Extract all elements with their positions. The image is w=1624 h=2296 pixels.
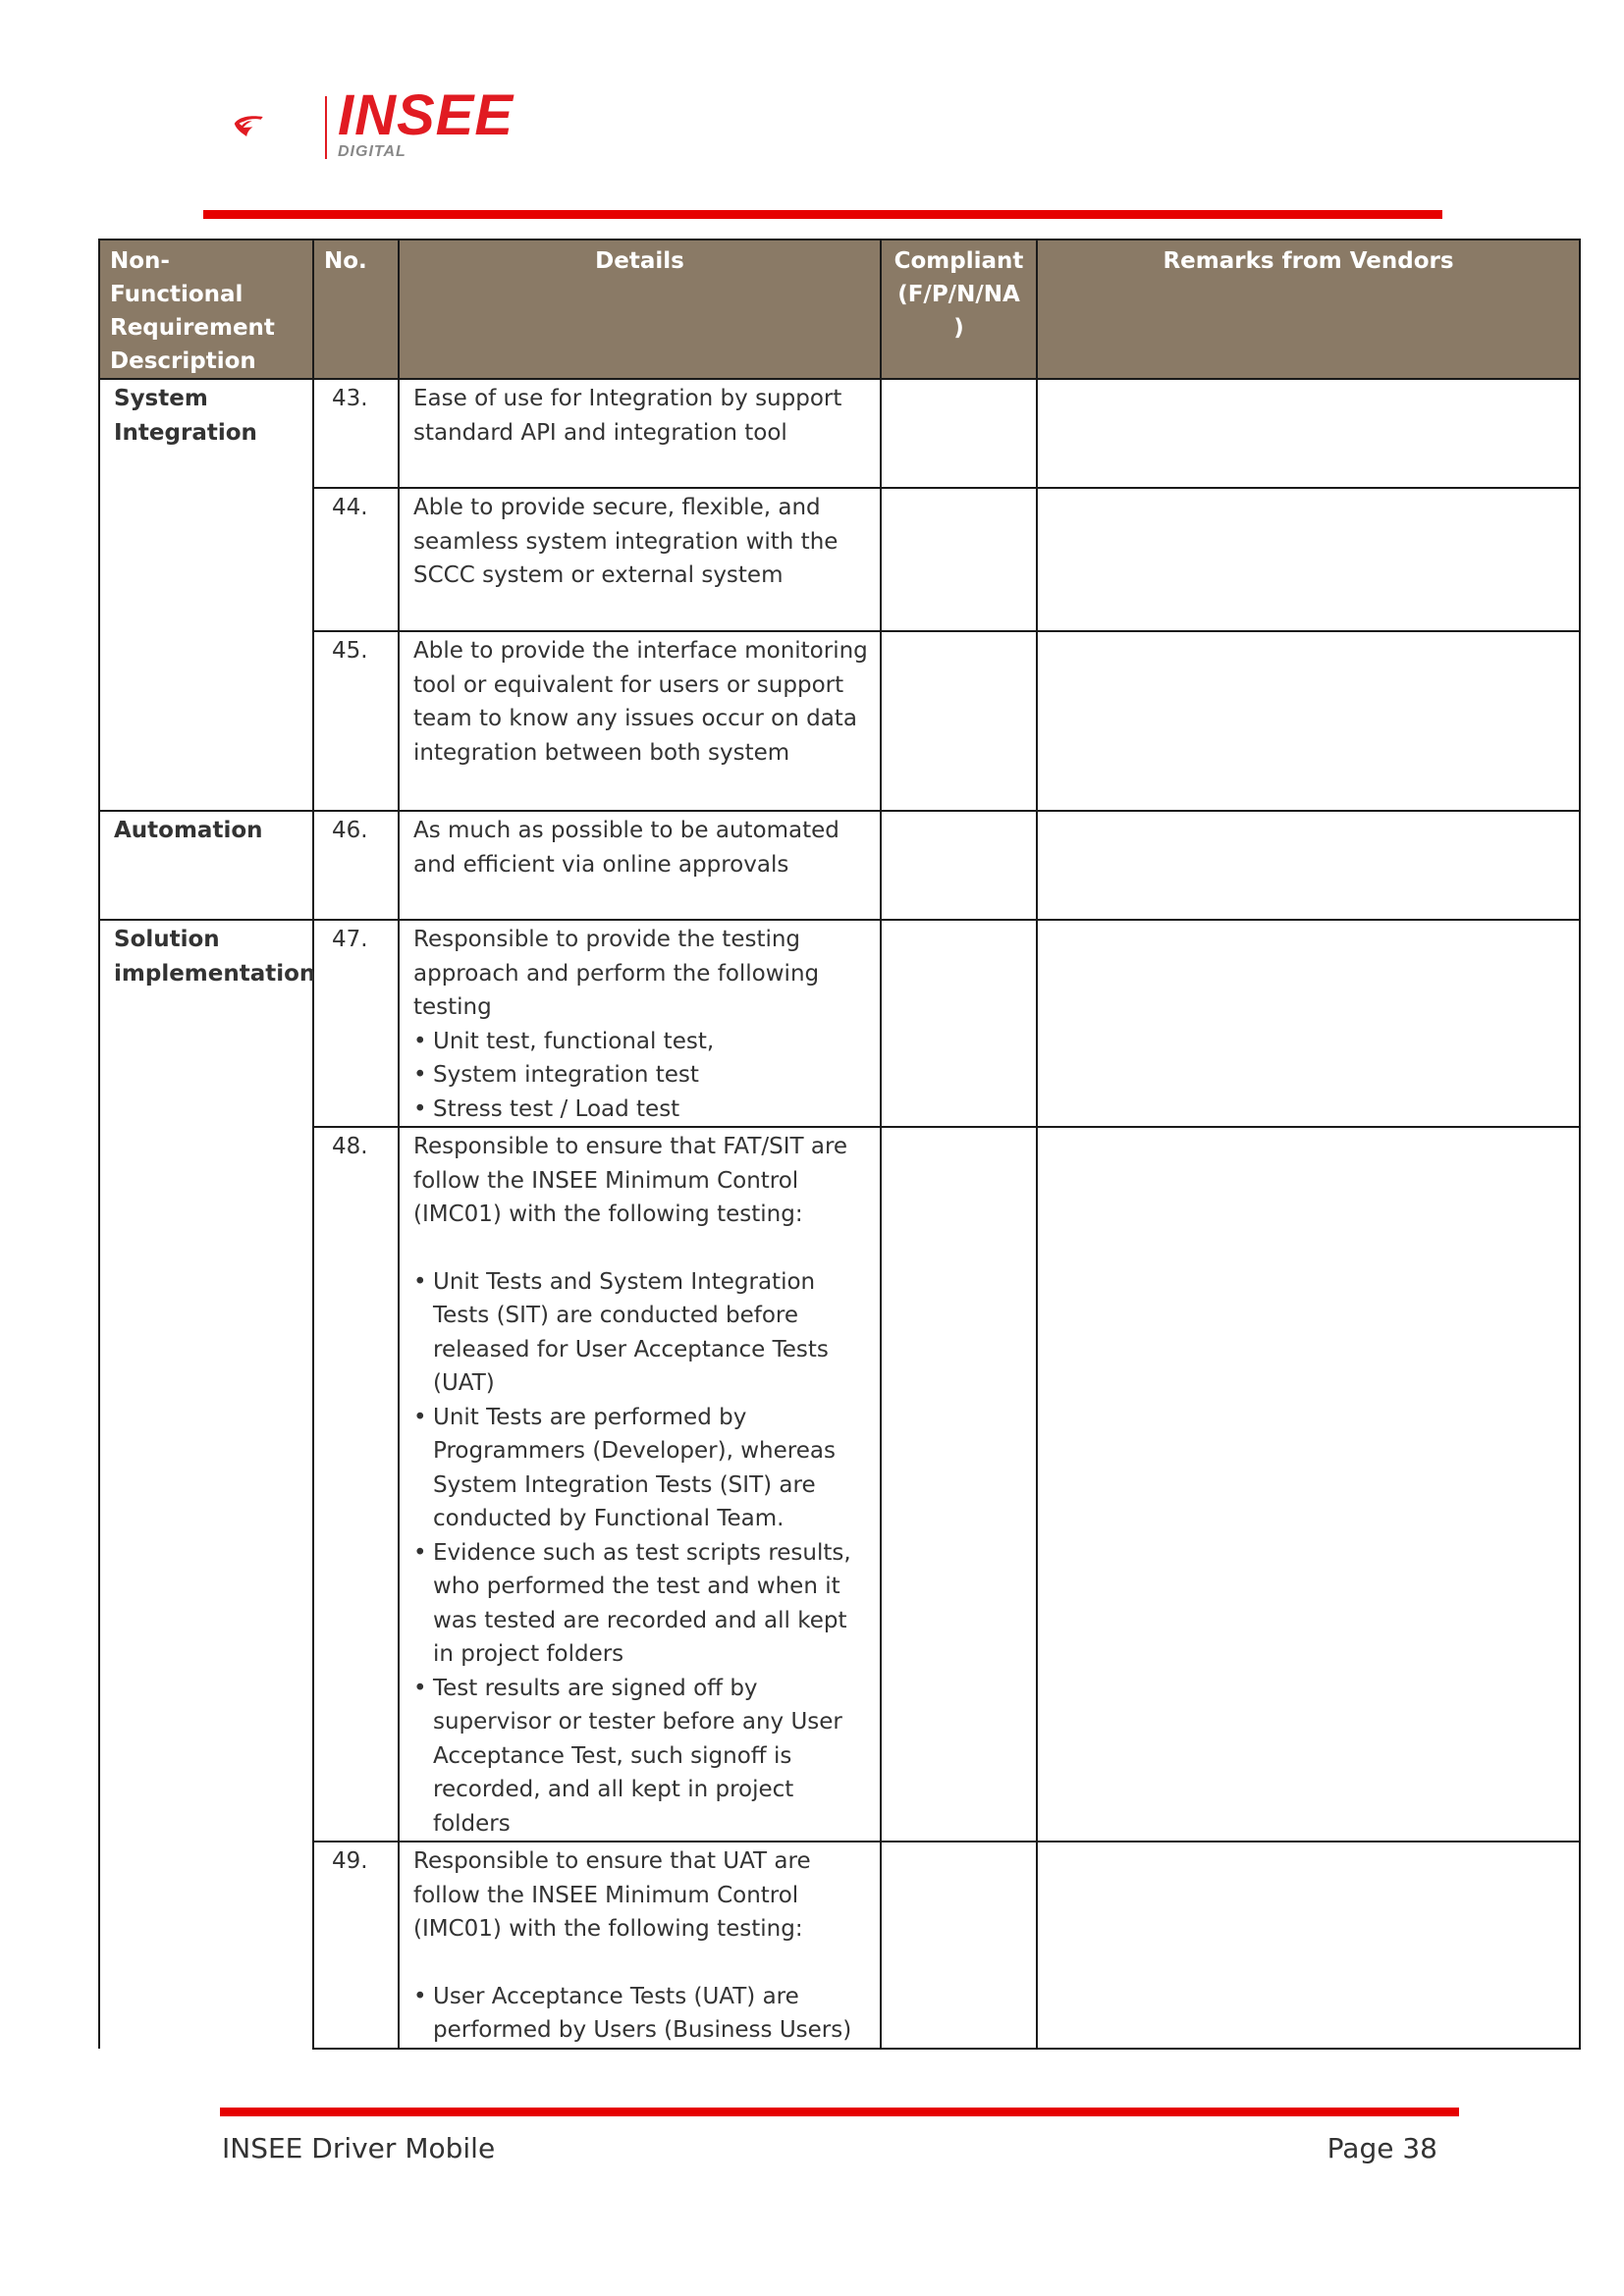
category-cell	[99, 1127, 313, 1842]
compliant-cell[interactable]	[881, 920, 1037, 1127]
bullet-icon: •	[413, 1062, 427, 1088]
column-header-details: Details	[399, 240, 881, 379]
category-cell	[99, 631, 313, 811]
bullet-icon: •	[413, 1268, 427, 1295]
list-item: • Evidence such as test scripts results, who performed the test and when it was tested are recorded and all kept in project folders	[413, 1536, 868, 1672]
compliant-cell[interactable]	[881, 811, 1037, 920]
column-header-remarks: Remarks from Vendors	[1037, 240, 1580, 379]
table-row	[99, 379, 1580, 488]
number-cell: 45.	[313, 631, 399, 811]
details-intro: Responsible to provide the testing approach and perform the following testing	[413, 927, 820, 1020]
details-cell: Able to provide the interface monitoring tool or equivalent for users or support team to know any issues occur on data integration between both system	[399, 631, 881, 811]
category-cell: Automation	[99, 811, 313, 920]
column-header-description: Non-Functional Requirement Description	[99, 240, 313, 379]
number-cell: 48.	[313, 1127, 399, 1842]
details-cell	[399, 1127, 881, 1842]
bullet-icon: •	[413, 1095, 427, 1122]
list-item: • Unit Tests are performed by Programmers (Developer), whereas System Integration Tests (SIT) are conducted by Functional Team.	[413, 1401, 868, 1536]
bullet-icon: •	[413, 1028, 427, 1054]
details-cell	[399, 920, 881, 1127]
remarks-cell[interactable]	[1037, 1842, 1580, 2049]
logo-divider	[325, 96, 327, 159]
table-row	[99, 920, 1580, 1127]
list-item: • User Acceptance Tests (UAT) are performed by Users (Business Users)	[413, 1980, 868, 2048]
details-cell: As much as possible to be automated and efficient via online approvals	[399, 811, 881, 920]
details-cell	[399, 1842, 881, 2049]
table-header-row	[99, 240, 1580, 379]
details-cell: Ease of use for Integration by support standard API and integration tool	[399, 379, 881, 488]
insee-eagle-logo-icon	[232, 88, 330, 165]
remarks-cell[interactable]	[1037, 379, 1580, 488]
category-cell	[99, 1842, 313, 2049]
compliant-cell[interactable]	[881, 1842, 1037, 2049]
number-cell: 46.	[313, 811, 399, 920]
remarks-cell[interactable]	[1037, 488, 1580, 631]
remarks-cell[interactable]	[1037, 1127, 1580, 1842]
category-cell: Solution implementation	[99, 920, 313, 1127]
remarks-cell[interactable]	[1037, 631, 1580, 811]
details-intro: Responsible to ensure that FAT/SIT are follow the INSEE Minimum Control (IMC01) with the following testing:	[413, 1134, 848, 1227]
remarks-cell[interactable]	[1037, 920, 1580, 1127]
bullet-icon: •	[413, 1675, 427, 1701]
bullet-icon: •	[413, 1539, 427, 1566]
list-item: • Test results are signed off by supervisor or tester before any User Acceptance Test, such signoff is recorded, and all kept in project folders	[413, 1672, 868, 1842]
logo-subtitle: DIGITAL	[338, 143, 406, 160]
table-row	[99, 631, 1580, 811]
column-header-compliant: Compliant (F/P/N/NA )	[881, 240, 1037, 379]
bullet-icon: •	[413, 1404, 427, 1430]
bullet-icon: •	[413, 1983, 427, 2009]
footer-rule	[220, 2108, 1459, 2116]
details-cell: Able to provide secure, flexible, and seamless system integration with the SCCC system or external system	[399, 488, 881, 631]
list-item: • Unit Tests and System Integration Tests (SIT) are conducted before released for User Acceptance Tests (UAT)	[413, 1265, 868, 1401]
table-row	[99, 488, 1580, 631]
list-item: • Unit test, functional test,	[413, 1025, 868, 1059]
header-rule	[203, 210, 1442, 219]
category-cell	[99, 488, 313, 631]
table-row	[99, 1127, 1580, 1842]
details-intro: Responsible to ensure that UAT are follow the INSEE Minimum Control (IMC01) with the following testing:	[413, 1848, 811, 1942]
footer-page-number: Page 38	[1326, 2132, 1437, 2164]
number-cell: 49.	[313, 1842, 399, 2049]
list-item: • System integration test	[413, 1058, 868, 1093]
compliant-cell[interactable]	[881, 488, 1037, 631]
compliant-cell[interactable]	[881, 631, 1037, 811]
remarks-cell[interactable]	[1037, 811, 1580, 920]
list-item: • Stress test / Load test	[413, 1093, 868, 1127]
requirements-table	[98, 239, 1581, 2050]
number-cell: 44.	[313, 488, 399, 631]
footer-document-title: INSEE Driver Mobile	[222, 2132, 496, 2164]
number-cell: 43.	[313, 379, 399, 488]
table-row	[99, 811, 1580, 920]
table-row	[99, 1842, 1580, 2049]
column-header-number: No.	[313, 240, 399, 379]
category-cell: System Integration	[99, 379, 313, 488]
number-cell: 47.	[313, 920, 399, 1127]
compliant-cell[interactable]	[881, 379, 1037, 488]
compliant-cell[interactable]	[881, 1127, 1037, 1842]
logo-wordmark: INSEE	[338, 83, 514, 147]
